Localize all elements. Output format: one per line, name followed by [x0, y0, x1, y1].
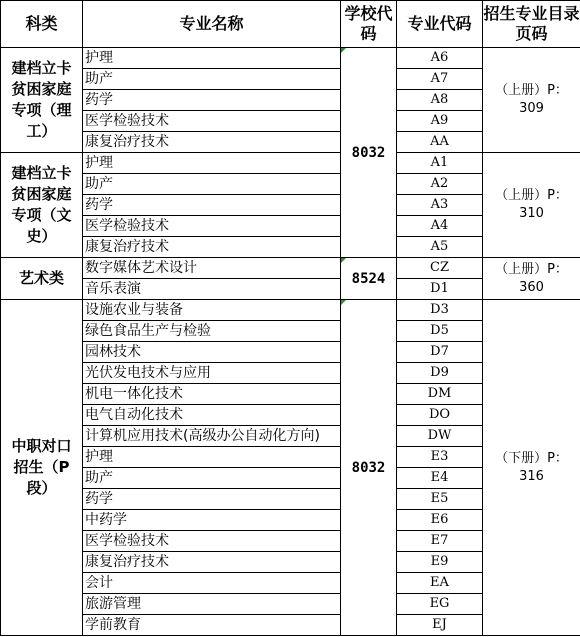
major-code-cell: DW	[397, 426, 483, 447]
major-name-cell: 绿色食品生产与检验	[83, 321, 341, 342]
major-name-cell: 护理	[83, 447, 341, 468]
major-code-cell: A9	[397, 111, 483, 132]
header-category: 科类	[1, 1, 83, 48]
school-code-cell: 8032	[341, 48, 397, 258]
major-code-cell: A3	[397, 195, 483, 216]
major-name-cell: 电气自动化技术	[83, 405, 341, 426]
major-name-cell: 药学	[83, 489, 341, 510]
major-name-cell: 音乐表演	[83, 279, 341, 300]
header-major-name: 专业名称	[83, 1, 341, 48]
major-code-cell: E4	[397, 468, 483, 489]
major-name-cell: 助产	[83, 69, 341, 90]
major-code-cell: D5	[397, 321, 483, 342]
major-code-cell: D3	[397, 300, 483, 321]
major-code-cell: EJ	[397, 615, 483, 636]
major-code-cell: E3	[397, 447, 483, 468]
catalog-page-prefix: （上册）P：	[495, 188, 568, 203]
major-code-cell: E9	[397, 552, 483, 573]
major-name-cell: 康复治疗技术	[83, 132, 341, 153]
major-code-cell: A7	[397, 69, 483, 90]
header-school-code: 学校代码	[341, 1, 397, 48]
major-name-cell: 康复治疗技术	[83, 237, 341, 258]
category-cell: 建档立卡贫困家庭专项（文史）	[1, 153, 83, 258]
catalog-page-number: 316	[519, 468, 544, 484]
major-name-cell: 会计	[83, 573, 341, 594]
catalog-page-cell	[483, 300, 580, 636]
catalog-page-cell	[483, 48, 580, 153]
major-name-cell: 助产	[83, 174, 341, 195]
category-cell: 建档立卡贫困家庭专项（理工）	[1, 48, 83, 153]
major-name-cell: 机电一体化技术	[83, 384, 341, 405]
major-code-cell: E7	[397, 531, 483, 552]
major-name-cell: 旅游管理	[83, 594, 341, 615]
major-name-cell: 助产	[83, 468, 341, 489]
school-code-cell: 8032	[341, 300, 397, 636]
major-code-cell: A6	[397, 48, 483, 69]
major-name-cell: 医学检验技术	[83, 111, 341, 132]
table-row	[1, 300, 580, 321]
header-row	[1, 1, 580, 48]
major-code-cell: A5	[397, 237, 483, 258]
major-name-cell: 护理	[83, 48, 341, 69]
major-name-cell: 护理	[83, 153, 341, 174]
header-catalog-page: 招生专业目录页码	[483, 1, 580, 48]
major-code-cell: D9	[397, 363, 483, 384]
major-name-cell: 数字媒体艺术设计	[83, 258, 341, 279]
major-name-cell: 设施农业与装备	[83, 300, 341, 321]
major-code-cell: D7	[397, 342, 483, 363]
major-name-cell: 园林技术	[83, 342, 341, 363]
major-code-cell: D1	[397, 279, 483, 300]
major-code-cell: A8	[397, 90, 483, 111]
major-name-cell: 医学检验技术	[83, 531, 341, 552]
major-code-cell: EA	[397, 573, 483, 594]
major-code-cell: A2	[397, 174, 483, 195]
major-code-cell: E5	[397, 489, 483, 510]
major-code-cell: A4	[397, 216, 483, 237]
header-major-code: 专业代码	[397, 1, 483, 48]
category-cell: 艺术类	[1, 258, 83, 300]
catalog-page-cell	[483, 153, 580, 258]
table-row	[1, 258, 580, 279]
major-code-cell: AA	[397, 132, 483, 153]
catalog-page-prefix: （下册）P：	[495, 450, 568, 466]
major-name-cell: 康复治疗技术	[83, 552, 341, 573]
major-name-cell: 学前教育	[83, 615, 341, 636]
major-code-cell: EG	[397, 594, 483, 615]
table-row	[1, 48, 580, 69]
major-code-cell: DM	[397, 384, 483, 405]
major-name-cell: 药学	[83, 90, 341, 111]
school-code-cell: 8524	[341, 258, 397, 300]
major-code-cell: DO	[397, 405, 483, 426]
catalog-page-prefix: （上册）P：	[495, 261, 568, 277]
catalog-page-number: 309	[519, 101, 544, 116]
table-row	[1, 153, 580, 174]
catalog-page-cell	[483, 258, 580, 300]
major-name-cell: 光伏发电技术与应用	[83, 363, 341, 384]
catalog-page-prefix: （上册）P：	[495, 83, 568, 98]
major-name-cell: 中药学	[83, 510, 341, 531]
major-name-cell: 医学检验技术	[83, 216, 341, 237]
table-body	[1, 48, 580, 636]
category-cell: 中职对口招生（P段）	[1, 300, 83, 636]
major-code-cell: A1	[397, 153, 483, 174]
major-code-cell: E6	[397, 510, 483, 531]
major-name-cell: 药学	[83, 195, 341, 216]
catalog-page-number: 360	[519, 279, 544, 295]
catalog-page-number: 310	[519, 206, 544, 221]
major-name-cell: 计算机应用技术(高级办公自动化方向)	[83, 426, 341, 447]
major-code-cell: CZ	[397, 258, 483, 279]
